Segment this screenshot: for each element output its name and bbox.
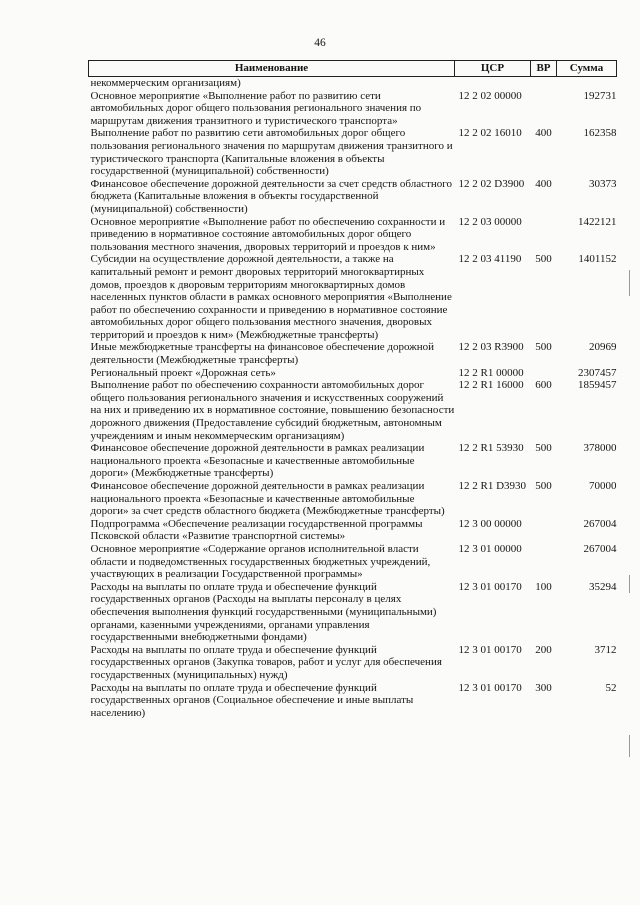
- row-name-cell: Расходы на выплаты по оплате труда и обеспечение функций государственных органов (Социальное обеспечение и иные выплаты населению): [90, 681, 414, 719]
- row-code-cell: 12 3 01 00170: [458, 580, 522, 593]
- row-name-cell: Финансовое обеспечение дорожной деятельности в рамках реализации национального проекта «Безопасные и качественные автомобильные дороги» за счет средств областного бюджета (Межбюджетные трансферты): [90, 480, 445, 518]
- budget-sheet: [88, 60, 616, 719]
- row-vr-cell: [531, 367, 557, 380]
- header-name: Наименование: [89, 61, 455, 77]
- row-sum-cell: 30373: [589, 177, 617, 190]
- row-sum-cell: 20969: [589, 341, 617, 354]
- row-sum-cell: 35294: [589, 580, 617, 593]
- table-row: [89, 253, 617, 341]
- table-row: [89, 90, 617, 128]
- row-code-cell: 12 2 03 41190: [458, 253, 522, 266]
- header-vr: ВР: [531, 61, 557, 77]
- table-row: [89, 367, 617, 380]
- row-name-cell: Расходы на выплаты по оплате труда и обеспечение функций государственных органов (Закупка товаров, работ и услуг для обеспечения государственных (муниципальных) нужд): [90, 643, 442, 681]
- row-code-cell: 12 2 03 R3900: [458, 341, 524, 354]
- row-sum-cell: 267004: [583, 517, 617, 530]
- row-sum-cell: 378000: [583, 442, 617, 455]
- table-row: [89, 178, 617, 216]
- row-code-cell: 12 3 00 00000: [458, 517, 522, 530]
- table-row: [89, 480, 617, 518]
- row-name-cell: Финансовое обеспечение дорожной деятельности за счет средств областного бюджета (Капитальные вложения в объекты государственной (муниципальной) собственности): [90, 177, 452, 215]
- row-sum-cell: 3712: [594, 643, 617, 656]
- row-code-cell: 12 2 R1 00000: [458, 366, 524, 379]
- row-name-cell: Субсидии на осуществление дорожной деятельности, а также на капитальный ремонт и ремонт дворовых территорий многоквартирных домов, проездов к дворовым территориям многоквартирных домов населенных пунктов области в рамках основного мероприятия «Выполнение работ по обеспечению сохранности и приведению в нормативное состояние автомобильных дорог общего пользования местного значения, дворовых территорий и проездов к ним» (Межбюджетные трансферты): [90, 253, 452, 341]
- row-name-cell: Иные межбюджетные трансферты на финансовое обеспечение дорожной деятельности (Межбюджетные трансферты): [90, 341, 435, 367]
- page-number: 46: [314, 37, 326, 49]
- row-name-cell: Расходы на выплаты по оплате труда и обеспечение функций государственных органов (Расходы на выплаты персоналу в целях обеспечения выполнения функций государственными (муниципальными) органами, казенными учреждениями, органами управления государственными внебюджетными фондами): [90, 580, 437, 644]
- scan-edge-mark: [629, 270, 630, 296]
- row-vr-cell: 200: [535, 643, 552, 656]
- row-vr-cell: [531, 543, 557, 581]
- header-sum: Сумма: [557, 61, 617, 77]
- row-vr-cell: [531, 518, 557, 543]
- row-name-cell: Выполнение работ по развитию сети автомобильных дорог общего пользования регионального значения по маршрутам движения транзитного и туристического транспорта (Капитальные вложения в объекты государственной (муниципальной) собственности): [90, 127, 453, 178]
- row-name-cell: некоммерческим организациям): [90, 77, 241, 89]
- row-sum-cell: 1401152: [578, 253, 617, 266]
- table-row: [89, 127, 617, 177]
- row-code-cell: 12 2 02 D3900: [458, 177, 525, 190]
- row-sum-cell: 1859457: [578, 379, 617, 392]
- scan-edge-mark: [629, 735, 630, 757]
- row-vr-cell: 400: [535, 127, 552, 140]
- table-row: [89, 581, 617, 644]
- table-row: [89, 77, 617, 90]
- table-row: [89, 682, 617, 720]
- row-sum-cell: 1422121: [578, 215, 617, 228]
- row-vr-cell: 400: [535, 177, 552, 190]
- row-vr-cell: [531, 77, 557, 90]
- row-sum-cell: 267004: [583, 542, 617, 555]
- table-row: [89, 341, 617, 366]
- table-body: [89, 77, 617, 720]
- row-code-cell: 12 2 02 00000: [458, 89, 522, 102]
- row-sum-cell: [557, 77, 617, 90]
- row-vr-cell: 500: [535, 442, 552, 455]
- row-sum-cell: 52: [605, 681, 617, 694]
- row-code-cell: [455, 77, 531, 90]
- row-name-cell: Основное мероприятие «Содержание органов исполнительной власти области и подведомственных государственных бюджетных учреждений, участвующих в реализации Государственной программы»: [90, 542, 431, 581]
- row-code-cell: 12 2 02 16010: [458, 127, 522, 140]
- row-sum-cell: 162358: [583, 127, 617, 140]
- table-row: [89, 644, 617, 682]
- row-vr-cell: 500: [535, 480, 552, 492]
- row-name-cell: Выполнение работ по обеспечению сохранности автомобильных дорог общего пользования регионального значения и искусственных сооружений на них и приведению их в нормативное состояние, повышению безопасности дорожного движения (Предоставление субсидий бюджетным, автономным учреждениям и иным некоммерческим организациям): [90, 379, 455, 442]
- header-code: ЦСР: [455, 61, 531, 77]
- row-vr-cell: 500: [535, 253, 552, 266]
- row-code-cell: 12 3 01 00170: [458, 681, 522, 694]
- table-row: [89, 216, 617, 254]
- row-code-cell: 12 3 01 00170: [458, 643, 522, 656]
- table-row: [89, 379, 617, 442]
- row-vr-cell: 600: [535, 379, 552, 392]
- row-vr-cell: 300: [535, 681, 552, 694]
- budget-table: [88, 60, 617, 719]
- row-name-cell: Финансовое обеспечение дорожной деятельности в рамках реализации национального проекта «Безопасные и качественные автомобильные дороги» (Межбюджетные трансферты): [90, 442, 425, 480]
- table-row: [89, 518, 617, 543]
- row-code-cell: 12 3 01 00000: [458, 542, 522, 555]
- table-header-row: [89, 61, 617, 77]
- row-vr-cell: 100: [535, 580, 552, 593]
- row-name-cell: Основное мероприятие «Выполнение работ по обеспечению сохранности и приведению в нормативное состояние автомобильных дорог общего пользования местного значения, дворовых территорий и проездов к ним»: [90, 215, 446, 253]
- row-code-cell: 12 2 R1 16000: [458, 379, 524, 392]
- scan-edge-mark: [629, 575, 630, 593]
- row-code-cell: 12 2 03 00000: [458, 215, 522, 228]
- row-sum-cell: 2307457: [578, 366, 617, 379]
- row-code-cell: 12 2 R1 53930: [458, 442, 524, 455]
- row-name-cell: Основное мероприятие «Выполнение работ по развитию сети автомобильных дорог общего пользования регионального значения по маршрутам движения транзитного и туристического транспорта»: [90, 89, 422, 127]
- row-name-cell: Подпрограмма «Обеспечение реализации государственной программы Псковской области «Развитие транспортной системы»: [90, 517, 423, 543]
- row-name-cell: Региональный проект «Дорожная сеть»: [90, 366, 276, 379]
- row-sum-cell: 192731: [583, 89, 617, 102]
- table-row: [89, 442, 617, 480]
- row-sum-cell: 70000: [589, 480, 617, 492]
- row-vr-cell: [531, 90, 557, 128]
- row-vr-cell: 500: [535, 341, 552, 354]
- row-code-cell: 12 2 R1 D3930: [458, 480, 527, 492]
- row-vr-cell: [531, 216, 557, 254]
- table-row: [89, 543, 617, 581]
